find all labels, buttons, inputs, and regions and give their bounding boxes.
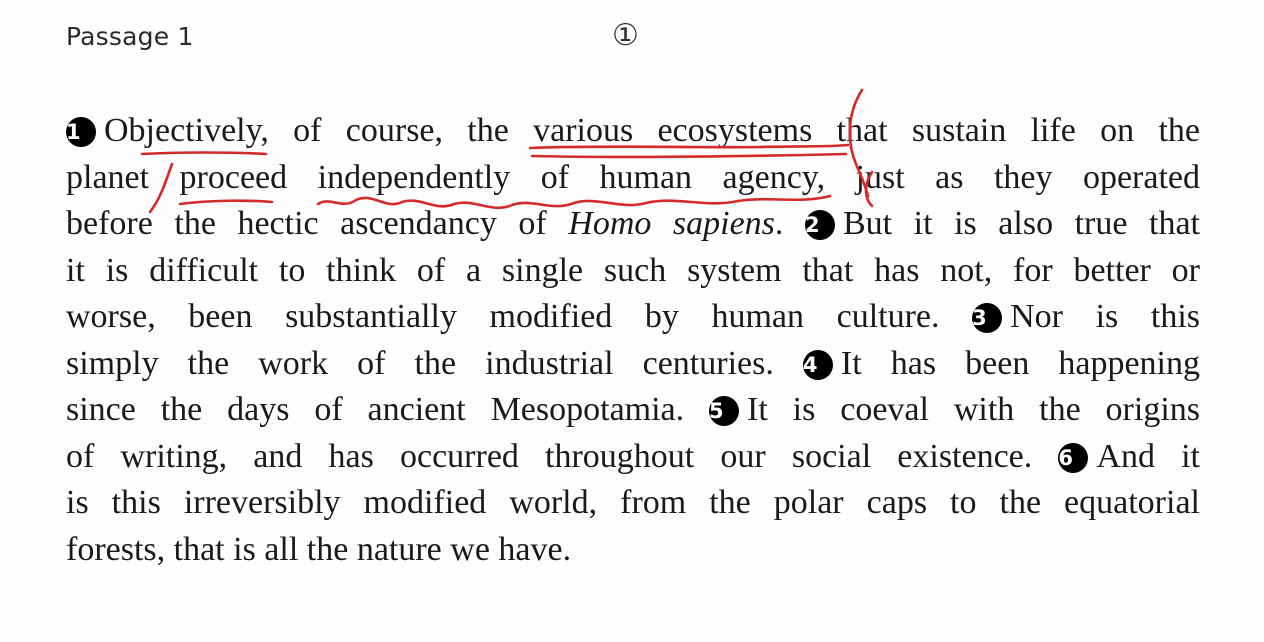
line-text: . [774, 205, 805, 242]
line-text: forests, that is all the nature we have. [66, 530, 572, 568]
passage-line-3 [66, 201, 1200, 248]
line-text: But it is also true that [842, 205, 1200, 242]
line-text: It is coeval with the origins [747, 391, 1200, 428]
passage-body [66, 108, 1200, 573]
species-name: Homo sapiens [568, 205, 775, 242]
line-text: It has been happening [840, 344, 1201, 382]
passage-line-2 [66, 155, 1200, 202]
sentence-marker-4: 4 [803, 350, 833, 380]
line-text: it is difficult to think of a single such system that has not, for better or [66, 251, 1200, 289]
sentence-marker-1: 1 [66, 117, 96, 147]
passage-line-1 [66, 108, 1200, 155]
passage-line-6 [66, 341, 1200, 388]
passage-line-10 [66, 527, 1200, 574]
line-text: since the days of ancient Mesopotamia. [66, 391, 710, 428]
line-text: Nor is this [1010, 298, 1200, 335]
passage-line-9 [66, 480, 1200, 527]
line-text: And it [1096, 437, 1201, 475]
line-text: planet proceed independently of human agency, just as they operated [66, 158, 1200, 196]
sentence-marker-3: 3 [972, 303, 1002, 333]
passage-line-4 [66, 248, 1200, 295]
sentence-marker-2: 2 [805, 210, 835, 240]
line-text: of writing, and has occurred throughout our social existence. [66, 437, 1059, 475]
passage-line-5 [66, 294, 1200, 341]
passage-line-8 [66, 434, 1200, 481]
line-text: Objectively, of course, the various ecosystems that sustain life on the [104, 112, 1200, 149]
sentence-marker-5: 5 [709, 396, 739, 426]
sentence-marker-6: 6 [1058, 443, 1088, 473]
passage-line-7 [66, 387, 1200, 434]
line-text: before the hectic ascendancy of [66, 205, 569, 242]
page-number: ① [612, 18, 639, 53]
line-text: is this irreversibly modified world, from the polar caps to the equatorial [66, 484, 1200, 521]
passage-title: Passage 1 [66, 22, 194, 51]
line-text: worse, been substantially modified by human culture. [66, 298, 973, 335]
line-text: simply the work of the industrial centuries. [66, 344, 803, 382]
